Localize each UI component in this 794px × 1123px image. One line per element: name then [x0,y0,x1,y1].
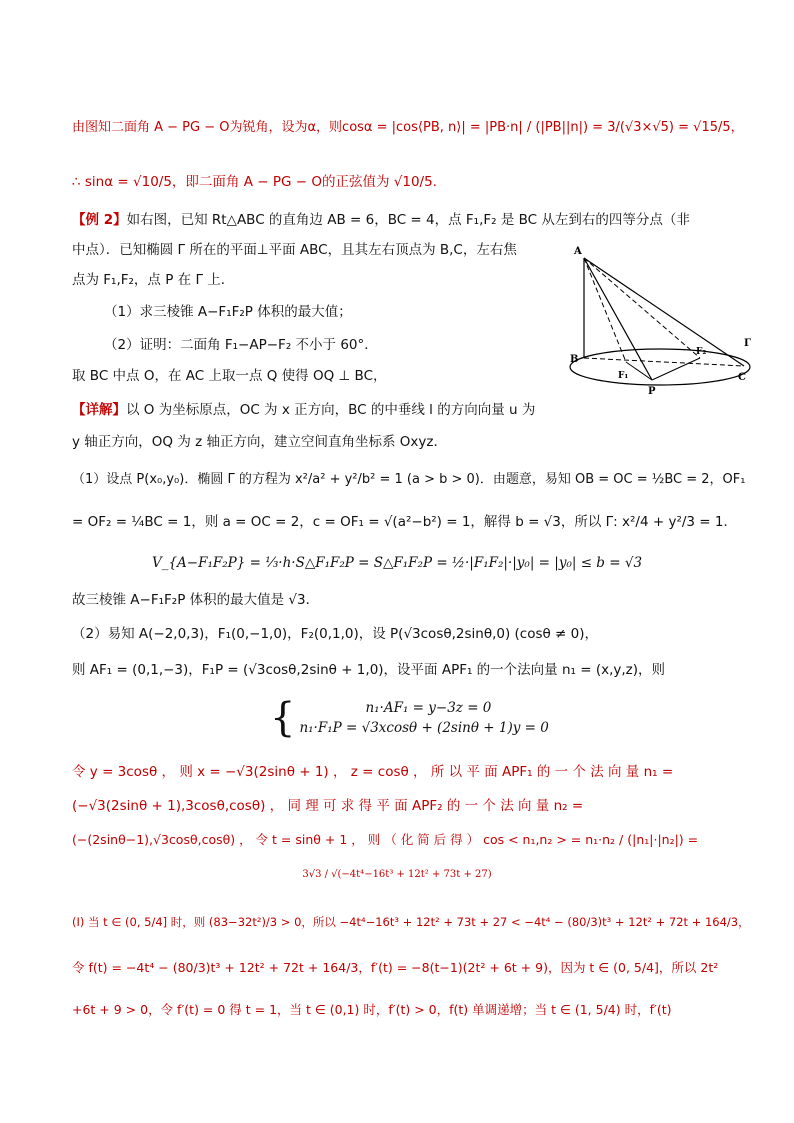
solution-1-line-1-text: （1）设点 P(x₀,y₀)．椭圆 Γ 的方程为 x²/a² + y²/b² = 1 (a > b > 0)．由题意，易知 OB = OC = ½BC = 2，OF₁ [72,472,746,487]
question-1-text: （1）求三棱锥 A−F₁F₂P 体积的最大值； [104,304,352,320]
label-A: A [574,246,582,257]
cosine-fraction-text: 3√3 / √(−4t⁴−16t³ + 12t² + 73t + 27) [302,869,492,880]
segment-BC [584,358,744,366]
cone-ellipse-figure [560,240,760,400]
solution-3-line-1-text: (Ⅰ) 当 t ∈ (0, 5/4] 时，则 (83−32t²)/3 > 0，所以 −4t⁴−16t³ + 12t² + 73t + 27 < −4t⁴ − (80/3)t³ + 12t² + 72t + 164/3， [72,915,750,929]
cosine-fraction [0,868,794,882]
label-F1: F₁ [618,371,629,381]
solution-2-line-3-text: 令 y = 3cosθ ， 则 x = −√3(2sinθ + 1) ， z = cosθ ， 所 以 平 面 APF₁ 的 一 个 法 向 量 n₁ = [72,764,674,780]
line-1-text: 由图知二面角 A − PG − O为锐角，设为α，则cosα = |cos⟨PB, n⟩| = |PB·n| / (|PB||n|) = 3/(√3×√5) = √15/5， [72,120,744,135]
detail-text: 以 O 为坐标原点，OC 为 x 正方向，BC 的中垂线 l 的方向向量 u 为 [126,402,536,418]
segment-AP [584,258,652,380]
example-label: 【例 2】 [72,212,127,228]
example-line-2 [72,240,517,260]
solution-2-line-5-text: (−(2sinθ−1),√3cosθ,cosθ) ， 令 t = sinθ + 1 ， 则 （ 化 简 后 得 ） cos < n₁,n₂ > = n₁·n₂ / (|n₁|·|n₂|) = [72,832,699,847]
solution-2-line-3 [72,762,673,782]
text-line-1 [72,118,744,138]
detail-label: 【详解】 [72,402,126,418]
solution-2-line-4-text: (−√3(2sinθ + 1),3cosθ,cosθ) ， 同 理 可 求 得 平 面 APF₂ 的 一 个 法 向 量 n₂ = [72,798,584,814]
hint-text: 取 BC 中点 O，在 AC 上取一点 Q 使得 OQ ⊥ BC， [72,368,387,384]
example-heading [72,210,690,230]
solution-1-line-2-text: = OF₂ = ¼BC = 1，则 a = OC = 2，c = OF₁ = √(a²−b²) = 1，解得 b = √3，所以 Γ: x²/4 + y²/3 = 1． [72,514,737,530]
segment-AF1 [584,258,626,362]
solution-2-line-2 [72,660,665,680]
segment-AF2 [584,258,700,358]
label-F2: F₂ [696,347,707,357]
solution-3-line-3-text: +6t + 9 > 0，令 f′(t) = 0 得 t = 1，当 t ∈ (0,1) 时，f′(t) > 0，f(t) 单调递增；当 t ∈ (1, 5/4) 时，f′(t) [72,1002,672,1017]
ellipse-gamma [570,349,750,385]
solution-3-line-2 [72,958,718,978]
solution-2-line-5 [72,830,698,850]
line-2-text: ∴ sinα = √10/5，即二面角 A − PG − O的正弦值为 √10/5. [72,174,437,190]
solution-3-line-2-text: 令 f(t) = −4t⁴ − (80/3)t³ + 12t² + 72t + 164/3，f′(t) = −8(t−1)(2t² + 6t + 9)，因为 t ∈ (0, 5/4]，所以 2t² [72,960,719,975]
label-B: B [570,354,579,365]
example-line-2-text: 中点）．已知椭圆 Γ 所在的平面⊥平面 ABC，且其左右顶点为 B,C，左右焦 [72,242,517,258]
system-equation-1: n₁·AF₁ = y−3z = 0 [365,700,492,716]
detail-line-2 [72,432,447,452]
label-Gamma: Γ [744,338,752,349]
system-brace: { [270,695,296,741]
solution-1-conclusion [72,590,319,610]
detail-line-2-text: y 轴正方向，OQ 为 z 轴正方向，建立空间直角坐标系 Oxyz． [72,434,447,450]
solution-3-line-3 [72,1000,672,1020]
example-line-3-text: 点为 F₁,F₂，点 P 在 Γ 上． [72,272,235,288]
solution-2-line-1-text: （2）易知 A(−2,0,3)，F₁(0,−1,0)，F₂(0,1,0)，设 P(√3cosθ,2sinθ,0) (cosθ ≠ 0)， [72,626,599,642]
label-P: P [648,386,656,397]
example-line-3 [72,270,234,290]
equation-system [270,695,549,741]
detail-line-1 [72,400,535,420]
segment-F1P [626,362,652,380]
label-C: C [738,372,746,383]
solution-3-line-1 [72,912,750,932]
solution-1-conclusion-text: 故三棱锥 A−F₁F₂P 体积的最大值是 √3． [72,592,320,608]
text-line-2 [72,172,437,192]
solution-1-line-2 [72,512,737,532]
solution-1-line-1 [72,470,745,490]
segment-AC [584,258,744,366]
system-equation-2: n₁·F₁P = √3xcosθ + (2sinθ + 1)y = 0 [299,720,549,736]
solution-2-line-1 [72,624,598,644]
solution-2-line-4 [72,796,583,816]
question-2-text: （2）证明：二面角 F₁−AP−F₂ 不小于 60°． [104,337,378,353]
example-text: 如右图，已知 Rt△ABC 的直角边 AB = 6，BC = 4，点 F₁,F₂ 是 BC 从左到右的四等分点（非 [126,212,690,228]
solution-2-line-2-text: 则 AF₁ = (0,1,−3)，F₁P = (√3cosθ,2sinθ + 1,0)，设平面 APF₁ 的一个法向量 n₁ = (x,y,z)，则 [72,662,666,678]
question-1 [104,302,352,322]
volume-formula-text: V_{A−F₁F₂P} = ⅓·h·S△F₁F₂P = S△F₁F₂P = ½·|F₁F₂|·|y₀| = |y₀| ≤ b = √3 [151,555,643,571]
hint-line [72,366,387,386]
question-2 [104,335,378,355]
volume-formula [0,553,794,573]
